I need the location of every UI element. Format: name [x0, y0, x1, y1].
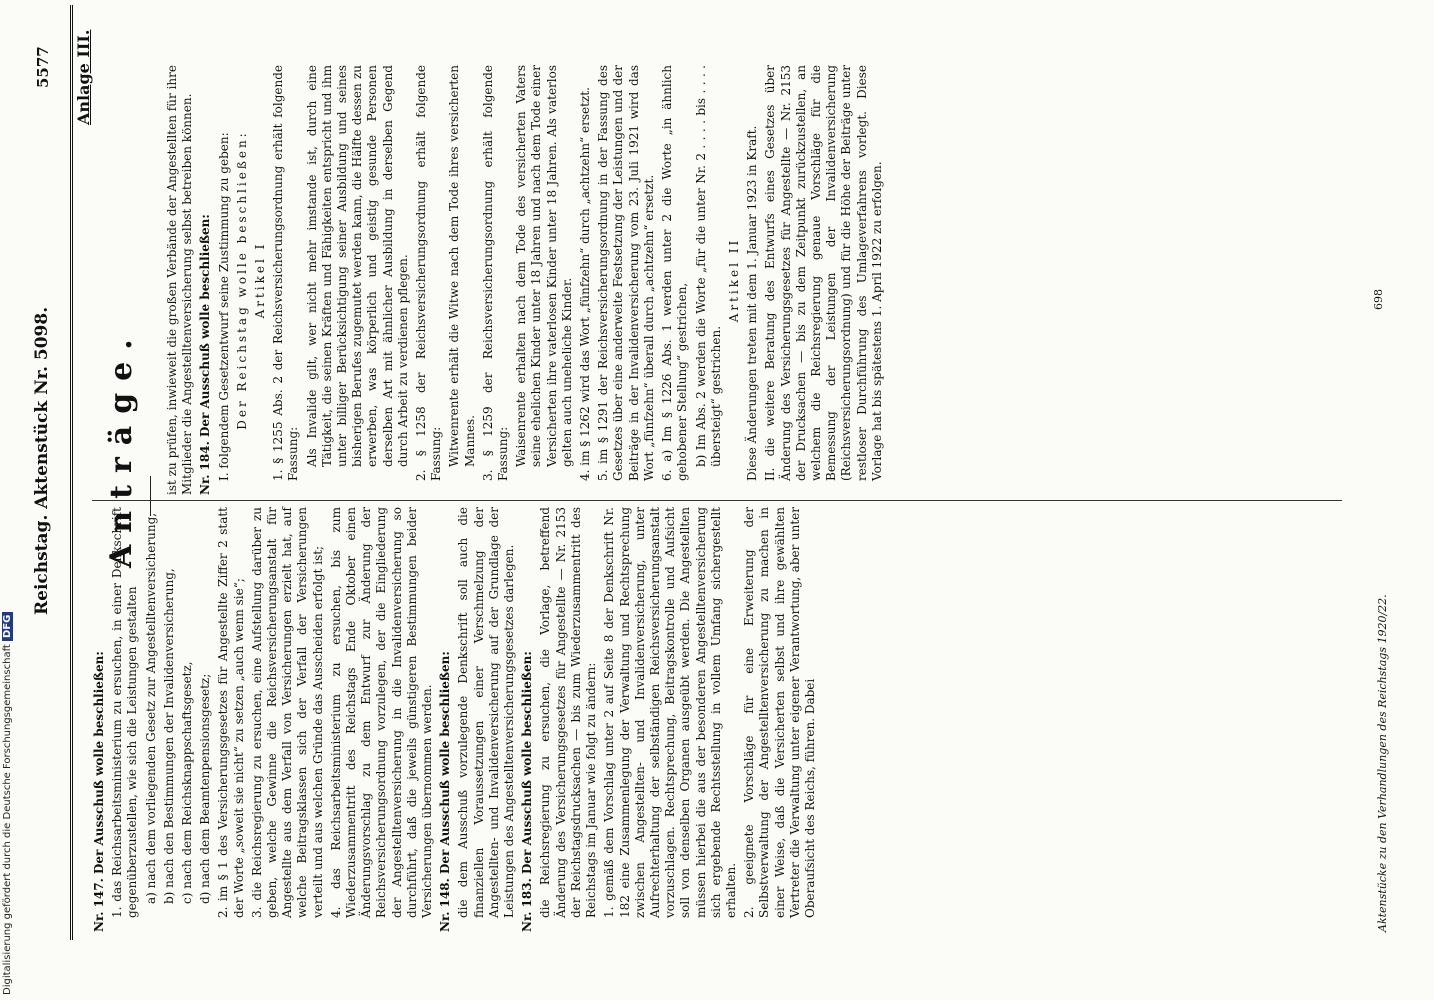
right-column-paragraph: II. die weitere Beratung des Entwurfs eines Gesetzes über Änderung des Versicherungsgesetzes für Angestellte — Nr. 2153 der Drucksachen — bis zu dem Zeitpunkt zurückzustellen, an welchem die Reichsregierung genaue Vorschläge für die Bemessung der Leistungen der Invalidenversicherung (Reichsversicherungsordnung) und für die Höhe der Beiträge unter restloser Durchführung des Umlageverfahrens vorlegt. Diese Vorlage hat bis spätestens 1. April 1922 zu erfolgen.: [763, 65, 884, 481]
footer-note: Aktenstücke zu den Verhandlungen des Reichstags 1920/22.: [1376, 594, 1389, 932]
header-rule: [70, 5, 76, 940]
column-divider: [92, 500, 1342, 501]
right-column-paragraph: b) Im Abs. 2 werden die Worte „für die unter Nr. 2 . . . . bis . . . . übersteigt“ gestrichen.: [693, 65, 723, 467]
right-column: [165, 65, 888, 495]
dfg-logo: DFG: [2, 612, 13, 641]
left-column-paragraph: 2. geeignete Vorschläge für eine Erweiterung der Selbstverwaltung der Angestelltenversicherung zu machen in einer Weise, daß die Versicherten selbst und ihre gewählten Vertreter die Verwaltung unter eigener Verantwortung, aber unter Oberaufsicht des Reichs, führen. Dabei: [742, 507, 817, 918]
right-column-paragraph: I. folgendem Gesetzentwurf seine Zustimmung zu geben:: [216, 132, 231, 481]
left-column-paragraph: 1. das Reichsarbeitsministerium zu ersuchen, in einer Denkschrift gegenüberzustellen, wie sich die Leistungen gestalten: [110, 507, 140, 918]
footer-page-number: 698: [1372, 289, 1385, 310]
right-column-paragraph: Der Reichstag wolle beschließen:: [234, 130, 249, 430]
right-column-paragraph: Witwenrente erhält die Witwe nach dem Tode ihres versicherten Mannes.: [447, 65, 477, 467]
right-column-paragraph: Artikel I: [253, 241, 268, 319]
right-column-paragraph: 5. im § 1291 der Reichsversicherungsordnung in der Fassung des Gesetzes über eine anderweite Festsetzung der Leistungen und der Beiträge in der Invalidenversicherung vom 23. Juli 1921 wird das Wort „fünfzehn“ überall durch „achtzehn“ ersetzt.: [596, 65, 656, 481]
left-column-paragraph: a) nach dem vorliegenden Gesetz zur Angestelltenversicherung,: [143, 512, 158, 904]
right-column-paragraph: Waisenrente erhalten nach dem Tode des versicherten Vaters seine ehelichen Kinder unter 18 Jahren und nach dem Tode einer Versicherten ihre vaterlosen Kinder unter 18 Jahren. Als vaterlos gelten auch uneheliche Kinder.: [514, 65, 574, 467]
right-column-paragraph: 6. a) Im § 1226 Abs. 1 werden unter 2 die Worte „in ähnlich gehobener Stellung“ gestrichen,: [660, 65, 690, 481]
section-title: Anträge.: [104, 327, 139, 568]
header-title: Reichstag. Aktenstück Nr. 5098.: [32, 306, 52, 615]
right-column-paragraph: Diese Änderungen treten mit dem 1. Januar 1923 in Kraft.: [745, 125, 760, 481]
right-column-paragraph: 1. § 1255 Abs. 2 der Reichsversicherungsordnung erhält folgende Fassung:: [271, 65, 301, 481]
left-column-paragraph: die Reichsregierung zu ersuchen, die Vorlage, betreffend Änderung des Versicherungsgesetzes für Angestellte — Nr. 2153 der Reichstagsdrucksachen — bis zum Wiederzusammentritt des Reichstags im Januar wie folgt zu ändern:: [538, 507, 599, 918]
left-column-paragraph: 1. gemäß dem Vorschlag unter 2 auf Seite 8 der Denkschrift Nr. 182 eine Zusammenlegung der Verwaltung und Rechtsprechung zwischen Angestellten- und Invalidenversicherung, unter Aufrechterhaltung der selbständigen Reichsversicherungsanstalt vorzuschlagen. Rechtsprechung, Beitragskontrolle und Aufsicht soll von denselben Organen ausgeübt werden. Die Angestellten müssen hierbei die aus der besonderen Angestelltenversicherung sich ergebende Rechtsstellung in vollem Umfang sichergestellt erhalten.: [602, 507, 738, 918]
left-column-paragraph: Nr. 148. Der Ausschuß wolle beschließen:: [438, 651, 453, 932]
right-column-paragraph: 3. § 1259 der Reichsversicherungsordnung erhält folgende Fassung:: [480, 65, 511, 481]
left-column-paragraph: Nr. 147. Der Ausschuß wolle beschließen:: [92, 651, 106, 932]
left-column-paragraph: 2. im § 1 des Versicherungsgesetzes für Angestellte Ziffer 2 statt der Worte „soweit sie nicht“ zu setzen „auch wenn sie“;: [216, 507, 246, 918]
left-column-paragraph: die dem Ausschuß vorzulegende Denkschrift soll auch die finanziellen Voraussetzungen einer Verschmelzung der Angestellten- und Invalidenversicherung auf der Grundlage der Leistungen des Angestelltenversicherungsgesetzes darlegen.: [456, 507, 517, 918]
right-column-paragraph: Als Invalide gilt, wer nicht mehr imstande ist, durch eine Tätigkeit, die seinen Kräften und Fähigkeiten entspricht und ihm unter billiger Berücksichtigung seiner Ausbildung und seines bisherigen Berufes zugemutet werden kann, die Hälfte dessen zu erwerben, was körperlich und geistig gesunde Personen derselben Art mit ähnlicher Ausbildung in derselben Gegend durch Arbeit zu verdienen pflegen.: [304, 65, 410, 467]
left-column-paragraph: d) nach dem Beamtenpensionsgesetz;: [198, 673, 213, 904]
left-column-paragraph: Nr. 183. Der Ausschuß wolle beschließen:: [520, 651, 535, 932]
left-column-paragraph: c) nach dem Reichsknappschaftsgesetz,: [180, 661, 195, 904]
right-column-paragraph: 4. im § 1262 wird das Wort „fünfzehn“ durch „achtzehn“ ersetzt.: [578, 87, 593, 481]
right-column-paragraph: Nr. 184. Der Ausschuß wolle beschließen:: [198, 214, 213, 495]
digitization-credit: [2, 5, 13, 995]
credit-text: Digitalisierung gefördert durch die Deutsche Forschungsgemeinschaft: [2, 644, 13, 995]
right-column-paragraph: Artikel II: [726, 237, 741, 323]
right-column-paragraph: 2. § 1258 der Reichsversicherungsordnung erhält folgende Fassung:: [414, 65, 444, 481]
left-column: [92, 507, 821, 932]
right-column-paragraph: ist zu prüfen, inwieweit die großen Verbände der Angestellten für ihre Mitglieder die Angestelltenversicherung selbst betreiben können.: [165, 65, 195, 495]
page-header: [26, 0, 62, 1000]
left-column-paragraph: 3. die Reichsregierung zu ersuchen, eine Aufstellung darüber zu geben, welche Gewinne die Reichsversicherungsanstalt für Angestellte aus dem Verfall von Versicherungen erzielt hat, auf welche Beitragsklassen sich der Verfall der Versicherungen verteilt und aus welchen Gründe das Ausscheiden erfolgt ist;: [249, 507, 325, 918]
anlage-label: Anlage III.: [74, 29, 93, 125]
page-number: 5577: [34, 46, 52, 88]
left-column-paragraph: b) nach den Bestimmungen der Invalidenversicherung,: [161, 568, 176, 904]
left-column-paragraph: 4. das Reichsarbeitsministerium zu ersuchen, bis zum Wiederzusammentritt des Reichstags Ende Oktober einen Änderungsvorschlag zu dem Entwurf zur Änderung der Reichsversicherungsordnung vorzulegen, der die Eingliederung der Angestelltenversicherung in die Invalidenversicherung so durchführt, daß die jeweils günstigeren Bestimmungen beider Versicherungen übernommen werden.: [328, 507, 435, 918]
